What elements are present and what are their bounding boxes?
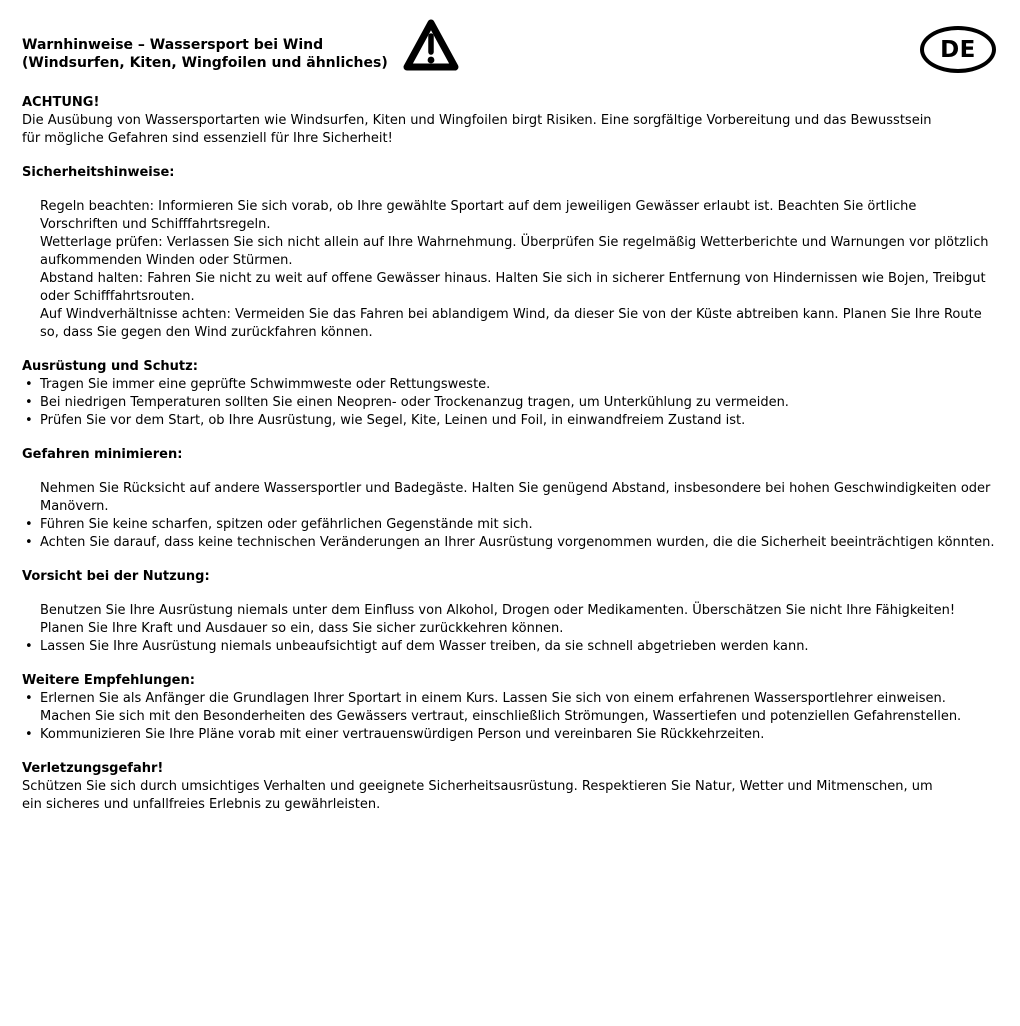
section-gefahren bbox=[22, 446, 998, 552]
section-vorsicht bbox=[22, 568, 998, 656]
language-badge-label: DE bbox=[940, 36, 976, 63]
list-item: • Führen Sie keine scharfen, spitzen oder gefährlichen Gegenstände mit sich. bbox=[22, 516, 998, 534]
section-achtung bbox=[22, 94, 998, 148]
section-intro: Nehmen Sie Rücksicht auf andere Wassersportler und Badegäste. Halten Sie genügend Abstand, insbesondere bei hohen Geschwindigkeiten oder Manövern. bbox=[40, 481, 991, 514]
title-line-1: Warnhinweise – Wassersport bei Wind bbox=[22, 37, 324, 53]
bullet-list-gefahren bbox=[22, 516, 998, 552]
section-heading-vorsicht: Vorsicht bei der Nutzung: bbox=[22, 569, 210, 584]
section-heading-sicherheitshinweise: Sicherheitshinweise: bbox=[22, 165, 175, 180]
section-weitere bbox=[22, 672, 998, 744]
section-heading-verletzung: Verletzungsgefahr! bbox=[22, 761, 164, 776]
list-item bbox=[22, 726, 998, 744]
list-item: • Tragen Sie immer eine geprüfte Schwimmweste oder Rettungsweste. bbox=[22, 376, 998, 394]
document-title bbox=[22, 36, 412, 72]
list-item: • Lassen Sie Ihre Ausrüstung niemals unbeaufsichtigt auf dem Wasser treiben, da sie schnell abgetrieben werden kann. bbox=[22, 638, 998, 656]
section-heading-achtung: ACHTUNG! bbox=[22, 95, 100, 110]
warning-triangle-icon bbox=[402, 16, 460, 80]
list-item: • Achten Sie darauf, dass keine technischen Veränderungen an Ihrer Ausrüstung vorgenommen wurden, die die Sicherheit beeinträchtigen könnten. bbox=[22, 534, 998, 552]
list-item-paragraph: • Kommunizieren Sie Ihre Pläne vorab mit einer vertrauenswürdigen Person und vereinbaren Sie Rückkehrzeiten. bbox=[40, 727, 765, 742]
bullet-list-vorsicht bbox=[22, 638, 998, 656]
safety-note: Regeln beachten: Informieren Sie sich vorab, ob Ihre gewählte Sportart auf dem jeweiligen Gewässer erlaubt ist. Beachten Sie örtliche Vorschriften und Schifffahrtsregeln. bbox=[40, 199, 917, 232]
section-heading-ausruestung: Ausrüstung und Schutz: bbox=[22, 359, 198, 374]
document-header bbox=[22, 36, 998, 72]
section-heading-gefahren: Gefahren minimieren: bbox=[22, 447, 183, 462]
bullet-list-weitere bbox=[22, 690, 998, 744]
title-line-2: (Windsurfen, Kiten, Wingfoilen und ähnliches) bbox=[22, 55, 388, 71]
section-ausruestung bbox=[22, 358, 998, 430]
safety-note: Auf Windverhältnisse achten: Vermeiden Sie das Fahren bei ablandigem Wind, da dieser Sie von der Küste abtreiben kann. Planen Sie Ihre Route so, dass Sie gegen den Wind zurückfahren können. bbox=[40, 307, 982, 340]
list-item: • Prüfen Sie vor dem Start, ob Ihre Ausrüstung, wie Segel, Kite, Leinen und Foil, in einwandfreiem Zustand ist. bbox=[22, 412, 998, 430]
section-sicherheitshinweise bbox=[22, 164, 998, 342]
safety-note: Wetterlage prüfen: Verlassen Sie sich nicht allein auf Ihre Wahrnehmung. Überprüfen Sie regelmäßig Wetterberichte und Warnungen vor plötzlich aufkommenden Winden oder Stürmen. bbox=[40, 235, 989, 268]
safety-note: Abstand halten: Fahren Sie nicht zu weit auf offene Gewässer hinaus. Halten Sie sich in sicherer Entfernung von Hindernissen wie Bojen, Treibgut oder Schifffahrtsrouten. bbox=[40, 271, 986, 304]
language-badge bbox=[920, 26, 996, 73]
section-heading-weitere: Weitere Empfehlungen: bbox=[22, 673, 195, 688]
list-item: • Bei niedrigen Temperaturen sollten Sie einen Neopren- oder Trockenanzug tragen, um Unterkühlung zu vermeiden. bbox=[22, 394, 998, 412]
paragraph-verletzung: Schützen Sie sich durch umsichtiges Verhalten und geeignete Sicherheitsausrüstung. Respektieren Sie Natur, Wetter und Mitmenschen, um ein sicheres und unfallfreies Erlebnis zu gewährleisten. bbox=[22, 779, 933, 812]
list-item bbox=[22, 690, 998, 726]
paragraph-achtung: Die Ausübung von Wassersportarten wie Windsurfen, Kiten und Wingfoilen birgt Risiken. Eine sorgfältige Vorbereitung und das Bewusstsein für mögliche Gefahren sind essenziell für Ihre Sicherheit! bbox=[22, 113, 932, 146]
list-item-paragraph: • Erlernen Sie als Anfänger die Grundlagen Ihrer Sportart in einem Kurs. Lassen Sie sich von einem erfahrenen Wassersportlehrer einweisen. bbox=[40, 691, 946, 706]
section-verletzung bbox=[22, 760, 998, 814]
section-intro: Benutzen Sie Ihre Ausrüstung niemals unter dem Einfluss von Alkohol, Drogen oder Medikamenten. Überschätzen Sie nicht Ihre Fähigkeiten! Planen Sie Ihre Kraft und Ausdauer so ein, dass Sie sicher zurückkehren können. bbox=[40, 603, 956, 636]
list-item-paragraph: Machen Sie sich mit den Besonderheiten des Gewässers vertraut, einschließlich Strömungen, Wassertiefen und potenziellen Gefahrenstellen. bbox=[40, 709, 962, 724]
bullet-list-ausruestung bbox=[22, 376, 998, 430]
